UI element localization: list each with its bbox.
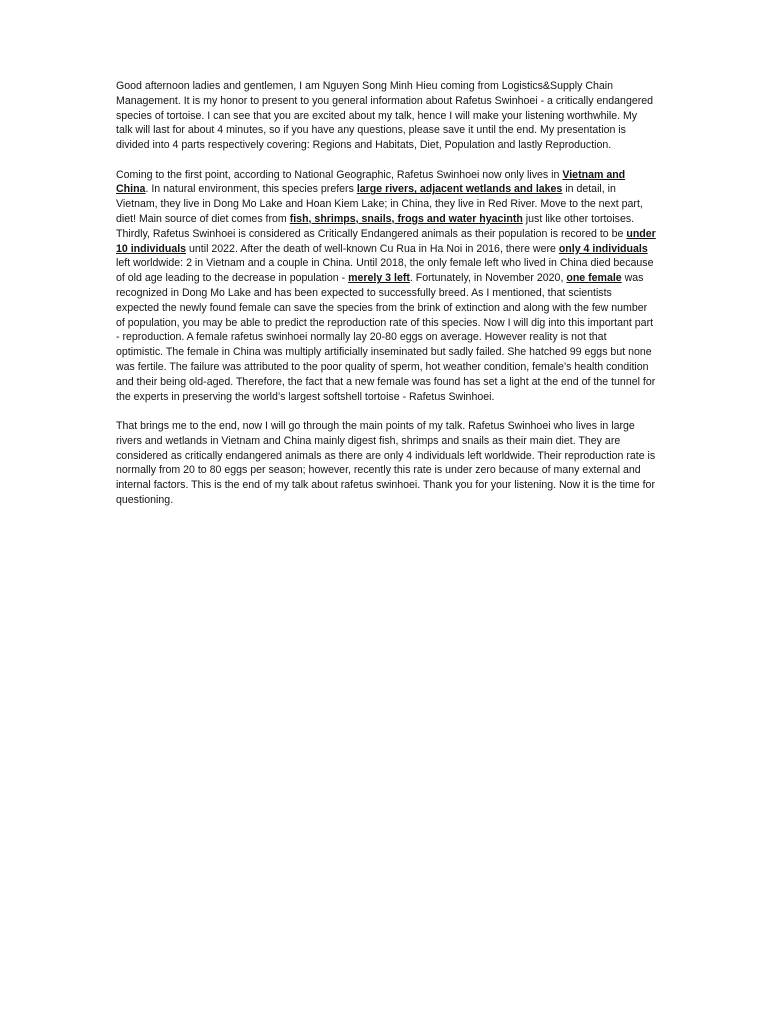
- text-run: was recognized in Dong Mo Lake and has been expected to successfully breed. As I mentioned, that scientists expected the newly found female can save the species from the brink of extinction and along with the few number of population, you may be able to predict the reproduction rate of this species. Now I will dig into this important part - reproduction. A female rafetus swinhoei normally lay 20-80 eggs on average. However reality is not that optimistic. The female in China was multiply artificially inseminated but sadly failed. She hatched 99 eggs but none was fertile. The failure was attributed to the poor quality of sperm, hot weather condition, female’s health condition and their being old-aged. Therefore, the fact that a new female was found has set a light at the end of the tunnel for the experts in preserving the world’s largest softshell tortoise - Rafetus Swinhoei.: [116, 272, 656, 403]
- text-run: Coming to the first point, according to National Geographic, Rafetus Swinhoei now only lives in: [116, 168, 563, 181]
- text-run: left worldwide: 2 in Vietnam and a couple in China. Until 2018, the only female left who lived in China died because of old age leading to the decrease in population -: [116, 257, 654, 285]
- text-run: . In natural environment, this species prefers: [145, 183, 357, 196]
- highlighted-phrase: under 10 individuals: [116, 227, 656, 255]
- highlighted-phrase: fish, shrimps, snails, frogs and water hyacinth: [289, 212, 523, 225]
- text-run: in detail, in Vietnam, they live in Dong Mo Lake and Hoan Kiem Lake; in China, they live in Red River. Move to the next part, diet! Main source of diet comes from: [116, 183, 643, 225]
- highlighted-phrase: large rivers, adjacent wetlands and lakes: [356, 183, 563, 196]
- highlighted-phrase: only 4 individuals: [558, 242, 648, 255]
- highlighted-phrase: merely 3 left: [348, 272, 410, 285]
- highlighted-phrase: one female: [566, 272, 622, 285]
- intro-paragraph: Good afternoon ladies and gentlemen, I am Nguyen Song Minh Hieu coming from Logistics&Supply Chain Management. It is my honor to present to you general information about Rafetus Swinhoei - a critically endangered species of tortoise. I can see that you are excited about my talk, hence I will make your listening worthwhile. My talk will last for about 4 minutes, so if you have any questions, please save it until the end. My presentation is divided into 4 parts respectively covering: Regions and Habitats, Diet, Population and lastly Reproduction.: [116, 80, 654, 152]
- text-run: until 2022. After the death of well-known Cu Rua in Ha Noi in 2016, there were: [186, 242, 559, 255]
- text-run: just like other tortoises. Thirdly, Rafetus Swinhoei is considered as Critically Endangered animals as their population is recored to be: [116, 212, 635, 240]
- conclusion-paragraph: That brings me to the end, now I will go through the main points of my talk. Rafetus Swinhoei who lives in large rivers and wetlands in Vietnam and China mainly digest fish, shrimps and snails as their main diet. They are considered as critically endangered animals as there are only 4 individuals left worldwide. Their reproduction rate is normally from 20 to 80 eggs per season; however, recently this rate is under zero because of many external and internal factors. This is the end of my talk about rafetus swinhoei. Thank you for your listening. Now it is the time for questioning.: [116, 419, 656, 506]
- text-run: . Fortunately, in November 2020,: [409, 272, 567, 285]
- highlighted-phrase: Vietnam and China: [116, 168, 626, 196]
- main-paragraph: [116, 168, 656, 405]
- document-body: [116, 79, 656, 522]
